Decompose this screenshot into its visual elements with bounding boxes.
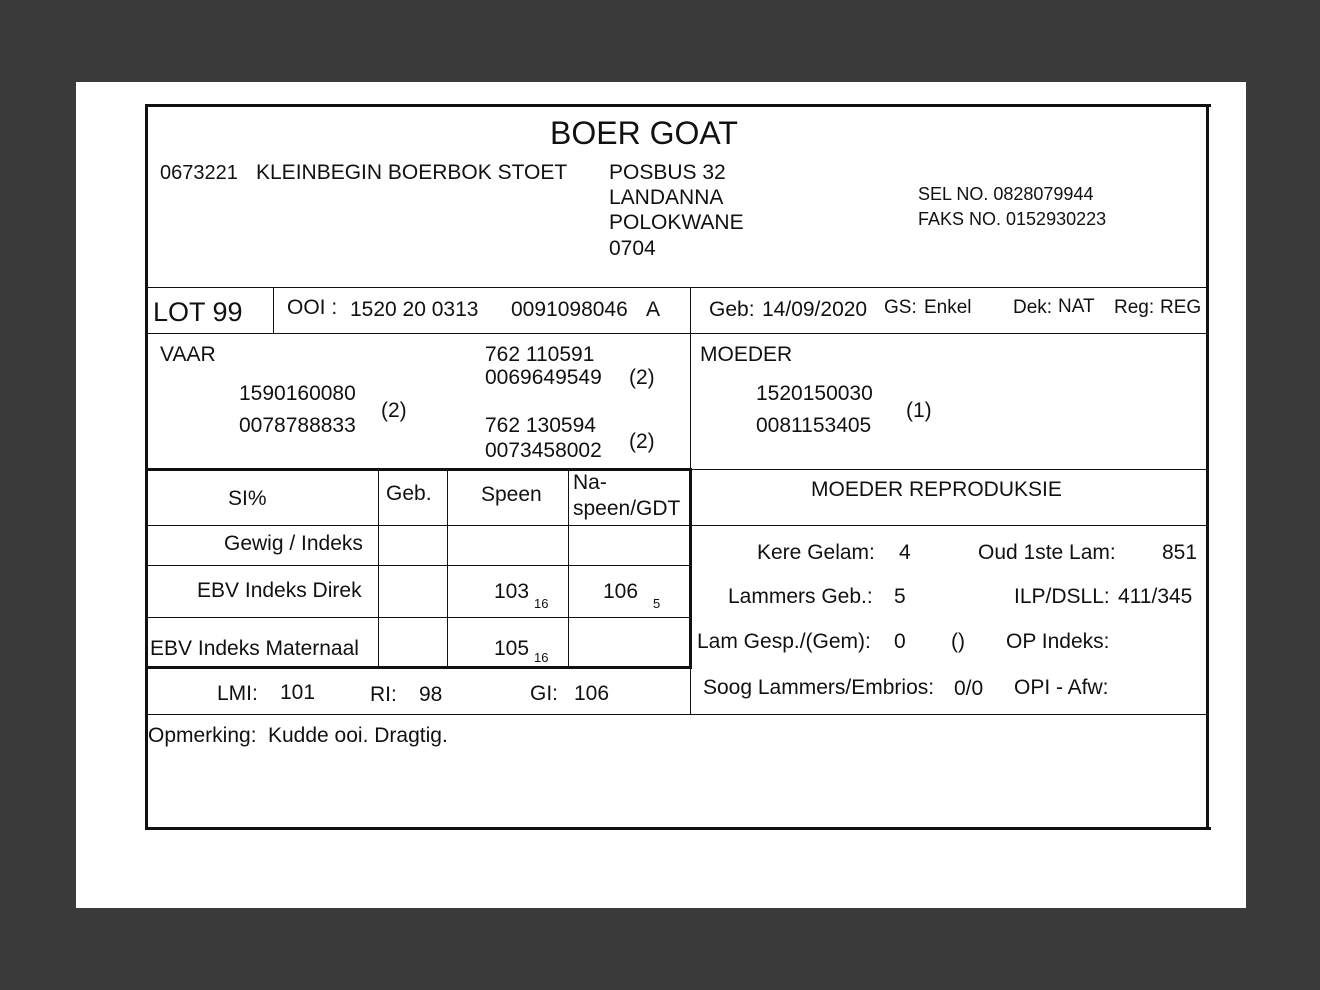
- divider-col-naspeen: [568, 470, 569, 667]
- lmi-value: 101: [280, 681, 316, 704]
- lmi-label: LMI:: [217, 682, 258, 705]
- header-geb: Geb.: [386, 482, 432, 505]
- gi-value: 106: [574, 682, 610, 705]
- divider-col-geb: [378, 470, 379, 667]
- row-gewig-label: Gewig / Indeks: [224, 532, 363, 555]
- sire-of-sire-number: 762 110591: [485, 343, 595, 366]
- gi-label: GI:: [530, 682, 559, 705]
- soog-value: 0/0: [954, 677, 984, 700]
- soog-label: Soog Lammers/Embrios:: [703, 676, 935, 699]
- op-label: OP Indeks:: [1006, 630, 1110, 653]
- kere-value: 4: [899, 541, 911, 564]
- gs-value: Enkel: [924, 297, 972, 318]
- gesp-paren: (): [951, 630, 965, 653]
- sire-of-sire-count: (2): [629, 366, 655, 389]
- dam-of-sire-id: 0073458002: [485, 439, 602, 462]
- dek-label: Dek:: [1013, 297, 1053, 318]
- gesp-value: 0: [894, 630, 906, 653]
- breeder-name: KLEINBEGIN BOERBOK STOET: [256, 161, 568, 184]
- dam-of-sire-number: 762 130594: [485, 414, 596, 437]
- row-direk-label: EBV Indeks Direk: [197, 579, 362, 602]
- border-top: [145, 104, 1211, 107]
- divider-gewig: [147, 565, 691, 566]
- lot-label: LOT 99: [153, 297, 243, 327]
- moeder-number: 1520150030: [756, 382, 873, 405]
- divider-direk: [147, 617, 691, 618]
- gs-label: GS:: [884, 297, 917, 318]
- header-naspeen-2: speen/GDT: [573, 497, 681, 520]
- card-title: BOER GOAT: [550, 115, 738, 151]
- geb-value: 14/09/2020: [762, 298, 868, 321]
- divider-table-right: [689, 469, 692, 669]
- ooi-grade: A: [646, 298, 661, 321]
- remarks-value: Kudde ooi. Dragtig.: [268, 724, 448, 747]
- reg-value: REG: [1160, 297, 1202, 318]
- oud-label: Oud 1ste Lam:: [978, 541, 1116, 564]
- vaar-number: 1590160080: [239, 382, 356, 405]
- fax-number: FAKS NO. 0152930223: [918, 209, 1107, 229]
- ooi-label: OOI :: [287, 296, 338, 319]
- divider-col-speen: [447, 470, 448, 667]
- ilp-label: ILP/DSLL:: [1014, 585, 1110, 608]
- maternaal-speen-sub: 16: [534, 650, 549, 665]
- gesp-label: Lam Gesp./(Gem):: [697, 630, 871, 653]
- divider-header: [147, 287, 1207, 288]
- header-si: SI%: [228, 487, 267, 510]
- breeder-number: 0673221: [160, 162, 238, 184]
- divider-table-head: [147, 525, 1207, 526]
- vaar-id: 0078788833: [239, 414, 356, 437]
- divider-indices: [147, 714, 1207, 715]
- header-naspeen-1: Na-: [573, 471, 607, 494]
- dek-value: NAT: [1058, 296, 1095, 317]
- lammers-value: 5: [894, 585, 906, 608]
- ooi-id: 0091098046: [511, 298, 628, 321]
- ri-value: 98: [419, 683, 443, 706]
- opi-label: OPI - Afw:: [1014, 676, 1109, 699]
- address-line-2: LANDANNA: [609, 186, 724, 209]
- divider-maternaal: [147, 666, 692, 669]
- maternaal-speen-value: 105: [494, 637, 530, 660]
- geb-label: Geb:: [709, 298, 755, 321]
- lammers-label: Lammers Geb.:: [728, 585, 873, 608]
- ri-label: RI:: [370, 683, 397, 706]
- reg-label: Reg:: [1114, 297, 1155, 318]
- sire-of-sire-id: 0069649549: [485, 366, 602, 389]
- dam-of-sire-count: (2): [629, 430, 655, 453]
- vaar-label: VAAR: [160, 343, 216, 366]
- divider-lot-cell: [273, 288, 274, 334]
- remarks-label: Opmerking:: [148, 724, 257, 747]
- address-line-1: POSBUS 32: [609, 161, 726, 184]
- direk-naspeen-value: 106: [603, 580, 639, 603]
- row-maternaal-label: EBV Indeks Maternaal: [150, 637, 359, 660]
- kere-label: Kere Gelam:: [757, 541, 875, 564]
- direk-speen-sub: 16: [534, 596, 549, 611]
- divider-lot: [147, 333, 1207, 334]
- divider-pedigree-left: [147, 468, 692, 471]
- header-speen: Speen: [481, 483, 542, 506]
- moeder-label: MOEDER: [700, 343, 793, 366]
- border-left: [145, 104, 148, 830]
- cell-number: SEL NO. 0828079944: [918, 184, 1094, 204]
- address-line-3: POLOKWANE: [609, 211, 744, 234]
- direk-naspeen-sub: 5: [653, 596, 661, 611]
- divider-pedigree-right: [692, 469, 1207, 470]
- border-bottom: [145, 827, 1211, 830]
- direk-speen-value: 103: [494, 580, 530, 603]
- vaar-count: (2): [381, 399, 407, 422]
- oud-value: 851: [1162, 541, 1198, 564]
- ooi-number: 1520 20 0313: [350, 298, 479, 321]
- reproduction-title: MOEDER REPRODUKSIE: [811, 478, 1062, 501]
- moeder-id: 0081153405: [756, 414, 872, 437]
- address-line-4: 0704: [609, 237, 656, 260]
- ilp-value: 411/345: [1118, 585, 1193, 608]
- moeder-count: (1): [906, 399, 932, 422]
- border-right: [1206, 104, 1209, 830]
